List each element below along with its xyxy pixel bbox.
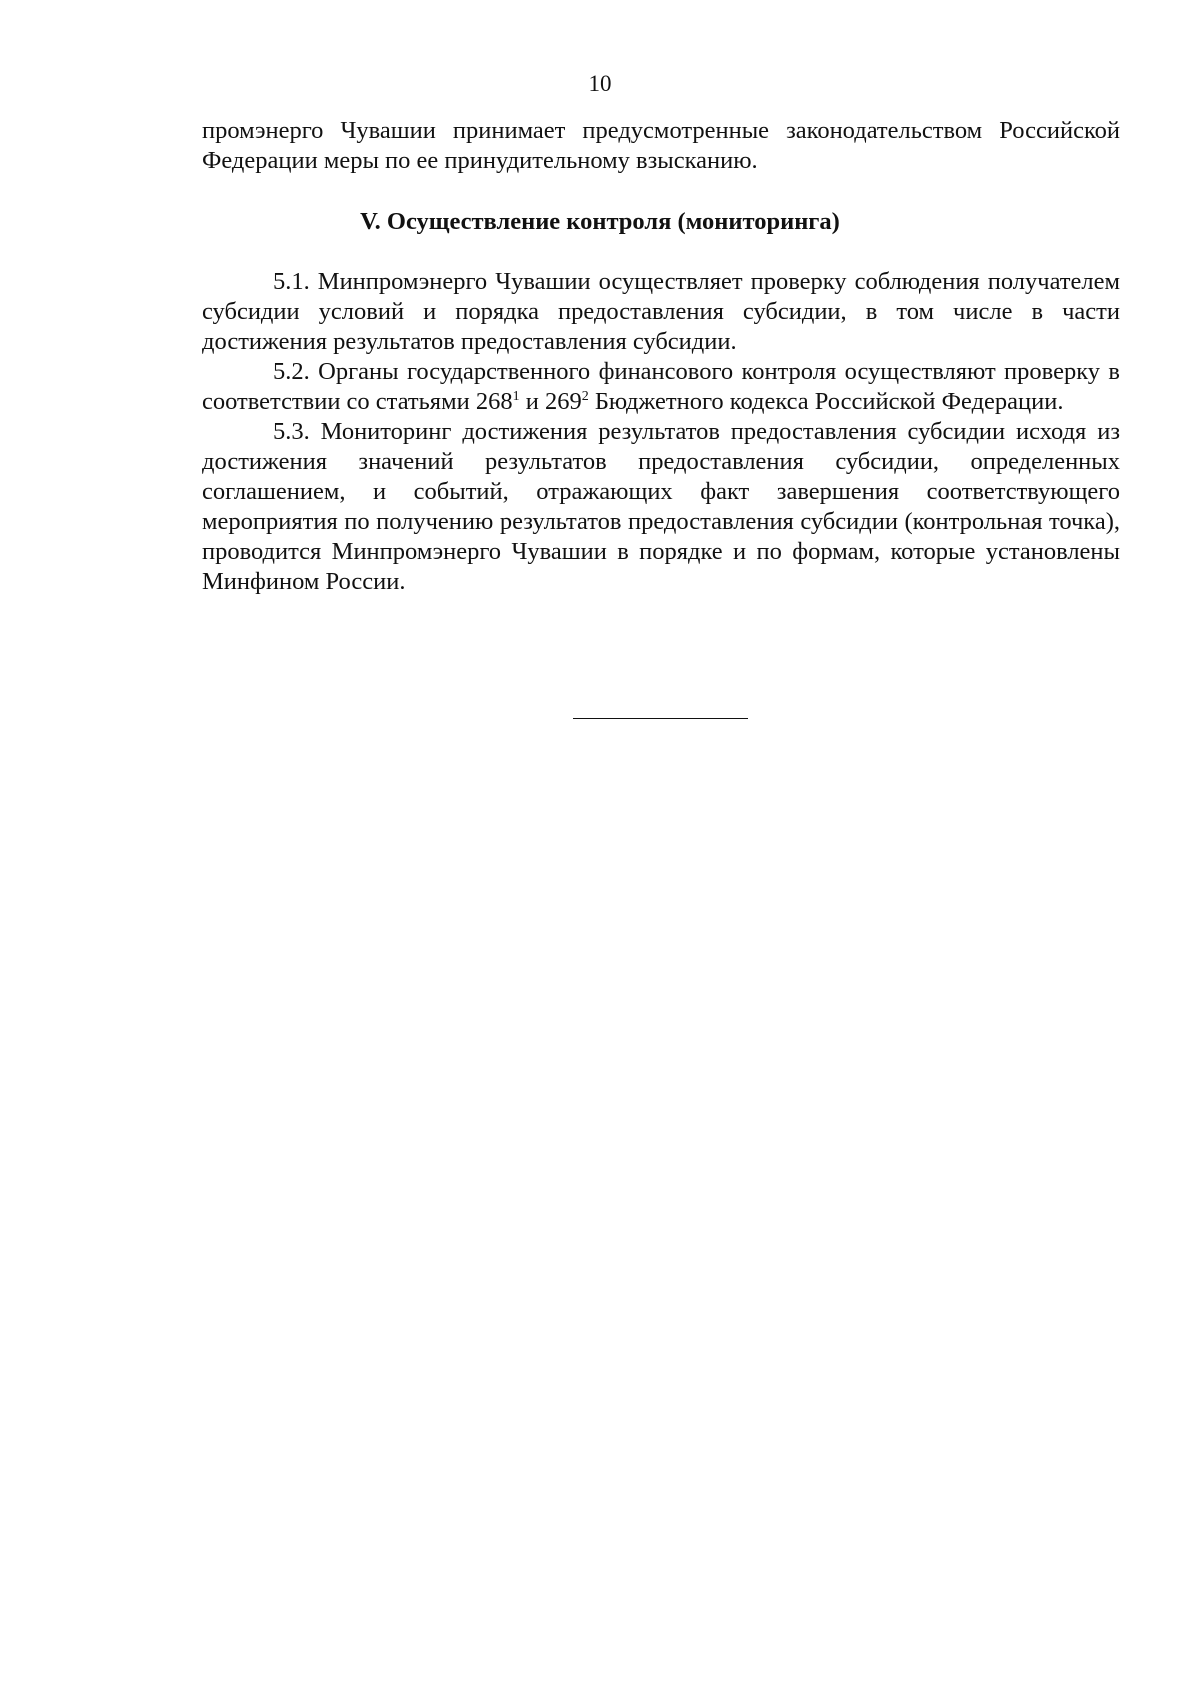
section-body (202, 267, 1120, 597)
superscript-2: 2 (581, 389, 589, 404)
paragraph-5-2 (202, 357, 1120, 417)
end-divider (573, 718, 748, 719)
continuation-text: промэнерго Чувашии принимает предусмотренные законодательством Российской Федерации меры по ее принудительному взысканию. (202, 117, 1120, 174)
paragraph-5-2-part3: Бюджетного кодекса Российской Федерации. (588, 388, 1064, 415)
page-number: 10 (588, 71, 612, 96)
section-heading: V. Осуществление контроля (мониторинга) (360, 208, 840, 235)
paragraph-5-2-part2: и 269 (519, 388, 582, 415)
paragraph-5-3: 5.3. Мониторинг достижения результатов предоставления субсидии исходя из достижения значений результатов предоставления субсидии, определенных соглашением, и событий, отражающих факт завершения соответствующего мероприятия по получению результатов предоставления субсидии (контрольная точка), проводится Минпромэнерго Чувашии в порядке и по формам, которые установлены Минфином России. (202, 418, 1120, 595)
paragraph-5-2-part1: 5.2. Органы государственного финансового контроля осуществляют проверку в соответствии со статьями 268 (202, 358, 1120, 415)
superscript-1: 1 (512, 389, 520, 404)
continuation-paragraph (202, 116, 1120, 176)
paragraph-5-1: 5.1. Минпромэнерго Чувашии осуществляет проверку соблюдения получателем субсидии условий и порядка предоставления субсидии, в том числе в части достижения результатов предоставления субсидии. (202, 268, 1120, 355)
